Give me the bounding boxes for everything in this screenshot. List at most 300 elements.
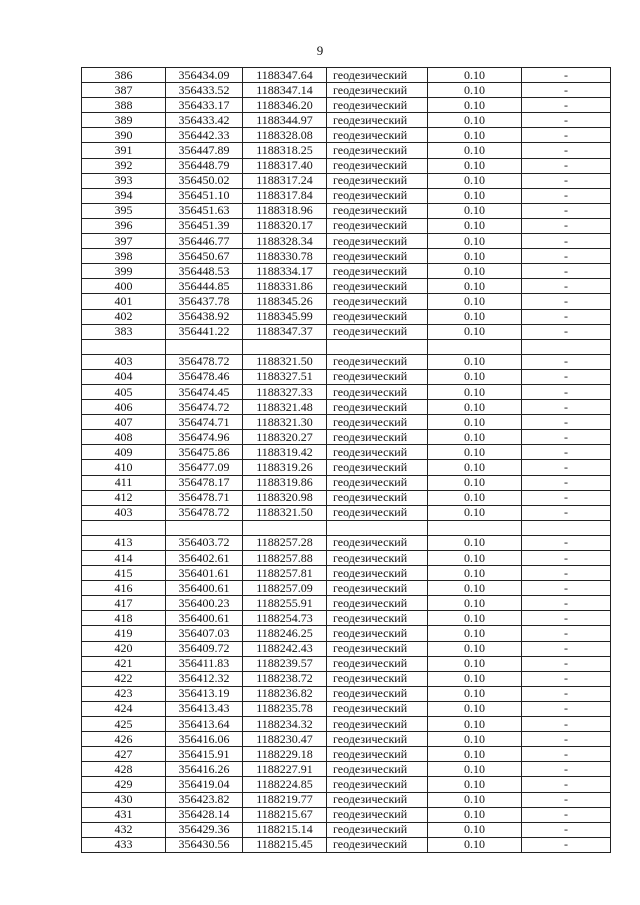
y-coordinate-cell: 1188235.78 <box>243 701 327 716</box>
accuracy-cell: 0.10 <box>428 369 522 384</box>
point-number-cell: 390 <box>82 128 166 143</box>
y-coordinate-cell: 1188230.47 <box>243 732 327 747</box>
method-cell: геодезический <box>327 701 428 716</box>
x-coordinate-cell: 356416.06 <box>166 732 243 747</box>
point-number-cell: 427 <box>82 747 166 762</box>
x-coordinate-cell: 356474.96 <box>166 430 243 445</box>
point-number-cell: 422 <box>82 671 166 686</box>
method-cell: геодезический <box>327 747 428 762</box>
table-row <box>82 309 611 324</box>
accuracy-cell: 0.10 <box>428 490 522 505</box>
point-number-cell: 396 <box>82 218 166 233</box>
method-cell <box>327 339 428 354</box>
accuracy-cell: 0.10 <box>428 837 522 852</box>
table-row <box>82 143 611 158</box>
table-row <box>82 294 611 309</box>
accuracy-cell: 0.10 <box>428 807 522 822</box>
point-number-cell: 409 <box>82 445 166 460</box>
note-cell: - <box>522 490 611 505</box>
point-number-cell: 413 <box>82 535 166 550</box>
table-row <box>82 671 611 686</box>
method-cell: геодезический <box>327 279 428 294</box>
x-coordinate-cell: 356478.72 <box>166 505 243 520</box>
method-cell: геодезический <box>327 369 428 384</box>
x-coordinate-cell: 356400.23 <box>166 596 243 611</box>
method-cell: геодезический <box>327 535 428 550</box>
note-cell: - <box>522 686 611 701</box>
point-number-cell: 432 <box>82 822 166 837</box>
table-row <box>82 369 611 384</box>
x-coordinate-cell: 356442.33 <box>166 128 243 143</box>
method-cell: геодезический <box>327 671 428 686</box>
accuracy-cell: 0.10 <box>428 656 522 671</box>
x-coordinate-cell: 356434.09 <box>166 68 243 83</box>
note-cell: - <box>522 188 611 203</box>
y-coordinate-cell: 1188317.84 <box>243 188 327 203</box>
method-cell: геодезический <box>327 490 428 505</box>
method-cell: геодезический <box>327 384 428 399</box>
method-cell: геодезический <box>327 430 428 445</box>
y-coordinate-cell: 1188229.18 <box>243 747 327 762</box>
x-coordinate-cell: 356429.36 <box>166 822 243 837</box>
y-coordinate-cell: 1188345.99 <box>243 309 327 324</box>
x-coordinate-cell: 356474.45 <box>166 384 243 399</box>
table-row <box>82 596 611 611</box>
table-row <box>82 68 611 83</box>
note-cell: - <box>522 747 611 762</box>
note-cell: - <box>522 68 611 83</box>
point-number-cell: 407 <box>82 415 166 430</box>
table-row <box>82 777 611 792</box>
accuracy-cell: 0.10 <box>428 400 522 415</box>
accuracy-cell: 0.10 <box>428 460 522 475</box>
y-coordinate-cell <box>243 339 327 354</box>
note-cell: - <box>522 173 611 188</box>
x-coordinate-cell: 356433.42 <box>166 113 243 128</box>
method-cell: геодезический <box>327 686 428 701</box>
y-coordinate-cell: 1188227.91 <box>243 762 327 777</box>
note-cell: - <box>522 701 611 716</box>
note-cell: - <box>522 732 611 747</box>
accuracy-cell: 0.10 <box>428 475 522 490</box>
y-coordinate-cell: 1188234.32 <box>243 717 327 732</box>
method-cell: геодезический <box>327 234 428 249</box>
x-coordinate-cell: 356409.72 <box>166 641 243 656</box>
x-coordinate-cell: 356415.91 <box>166 747 243 762</box>
x-coordinate-cell: 356423.82 <box>166 792 243 807</box>
table-row <box>82 324 611 339</box>
point-number-cell: 406 <box>82 400 166 415</box>
point-number-cell: 412 <box>82 490 166 505</box>
y-coordinate-cell: 1188219.77 <box>243 792 327 807</box>
table-row <box>82 611 611 626</box>
point-number-cell <box>82 520 166 535</box>
note-cell: - <box>522 807 611 822</box>
x-coordinate-cell: 356419.04 <box>166 777 243 792</box>
note-cell: - <box>522 475 611 490</box>
note-cell: - <box>522 445 611 460</box>
y-coordinate-cell: 1188319.42 <box>243 445 327 460</box>
method-cell: геодезический <box>327 777 428 792</box>
y-coordinate-cell <box>243 520 327 535</box>
point-number-cell: 414 <box>82 551 166 566</box>
method-cell: геодезический <box>327 128 428 143</box>
method-cell: геодезический <box>327 505 428 520</box>
method-cell: геодезический <box>327 143 428 158</box>
point-number-cell: 433 <box>82 837 166 852</box>
point-number-cell: 400 <box>82 279 166 294</box>
y-coordinate-cell: 1188328.08 <box>243 128 327 143</box>
point-number-cell: 403 <box>82 505 166 520</box>
note-cell: - <box>522 535 611 550</box>
note-cell: - <box>522 581 611 596</box>
table-row <box>82 430 611 445</box>
y-coordinate-cell: 1188215.67 <box>243 807 327 822</box>
note-cell: - <box>522 505 611 520</box>
x-coordinate-cell: 356478.72 <box>166 354 243 369</box>
table-row <box>82 551 611 566</box>
y-coordinate-cell: 1188236.82 <box>243 686 327 701</box>
method-cell: геодезический <box>327 324 428 339</box>
y-coordinate-cell: 1188321.48 <box>243 400 327 415</box>
x-coordinate-cell: 356450.67 <box>166 249 243 264</box>
point-number-cell: 411 <box>82 475 166 490</box>
table-row <box>82 641 611 656</box>
table-row <box>82 249 611 264</box>
x-coordinate-cell: 356430.56 <box>166 837 243 852</box>
note-cell: - <box>522 369 611 384</box>
accuracy-cell: 0.10 <box>428 430 522 445</box>
note-cell: - <box>522 611 611 626</box>
note-cell: - <box>522 264 611 279</box>
method-cell: геодезический <box>327 807 428 822</box>
accuracy-cell: 0.10 <box>428 762 522 777</box>
method-cell: геодезический <box>327 792 428 807</box>
page-number: 9 <box>316 43 324 58</box>
accuracy-cell: 0.10 <box>428 747 522 762</box>
point-number-cell: 391 <box>82 143 166 158</box>
note-cell: - <box>522 671 611 686</box>
note-cell <box>522 520 611 535</box>
y-coordinate-cell: 1188319.26 <box>243 460 327 475</box>
point-number-cell: 430 <box>82 792 166 807</box>
accuracy-cell: 0.10 <box>428 354 522 369</box>
table-row <box>82 475 611 490</box>
method-cell: геодезический <box>327 203 428 218</box>
x-coordinate-cell: 356448.79 <box>166 158 243 173</box>
x-coordinate-cell: 356413.19 <box>166 686 243 701</box>
method-cell: геодезический <box>327 400 428 415</box>
accuracy-cell: 0.10 <box>428 505 522 520</box>
y-coordinate-cell: 1188320.27 <box>243 430 327 445</box>
point-number-cell: 410 <box>82 460 166 475</box>
point-number-cell: 401 <box>82 294 166 309</box>
note-cell: - <box>522 430 611 445</box>
point-number-cell: 403 <box>82 354 166 369</box>
y-coordinate-cell: 1188318.25 <box>243 143 327 158</box>
point-number-cell: 420 <box>82 641 166 656</box>
note-cell: - <box>522 460 611 475</box>
x-coordinate-cell: 356416.26 <box>166 762 243 777</box>
y-coordinate-cell: 1188347.14 <box>243 83 327 98</box>
point-number-cell: 394 <box>82 188 166 203</box>
method-cell: геодезический <box>327 641 428 656</box>
table-row <box>82 566 611 581</box>
note-cell: - <box>522 113 611 128</box>
table-row <box>82 158 611 173</box>
point-number-cell: 405 <box>82 384 166 399</box>
note-cell: - <box>522 234 611 249</box>
y-coordinate-cell: 1188239.57 <box>243 656 327 671</box>
accuracy-cell: 0.10 <box>428 218 522 233</box>
point-number-cell: 386 <box>82 68 166 83</box>
table-row <box>82 701 611 716</box>
table-row <box>82 762 611 777</box>
point-number-cell: 426 <box>82 732 166 747</box>
table-row <box>82 234 611 249</box>
x-coordinate-cell: 356448.53 <box>166 264 243 279</box>
accuracy-cell: 0.10 <box>428 777 522 792</box>
note-cell: - <box>522 641 611 656</box>
point-number-cell: 398 <box>82 249 166 264</box>
accuracy-cell: 0.10 <box>428 822 522 837</box>
table-row <box>82 581 611 596</box>
method-cell: геодезический <box>327 460 428 475</box>
point-number-cell: 419 <box>82 626 166 641</box>
table-row <box>82 173 611 188</box>
x-coordinate-cell: 356400.61 <box>166 611 243 626</box>
accuracy-cell: 0.10 <box>428 83 522 98</box>
x-coordinate-cell: 356474.72 <box>166 400 243 415</box>
accuracy-cell: 0.10 <box>428 234 522 249</box>
note-cell: - <box>522 400 611 415</box>
table-row <box>82 807 611 822</box>
y-coordinate-cell: 1188257.81 <box>243 566 327 581</box>
method-cell: геодезический <box>327 309 428 324</box>
y-coordinate-cell: 1188215.45 <box>243 837 327 852</box>
accuracy-cell: 0.10 <box>428 249 522 264</box>
table-row <box>82 460 611 475</box>
y-coordinate-cell: 1188346.20 <box>243 98 327 113</box>
point-number-cell: 416 <box>82 581 166 596</box>
x-coordinate-cell: 356403.72 <box>166 535 243 550</box>
table-row <box>82 218 611 233</box>
y-coordinate-cell: 1188317.24 <box>243 173 327 188</box>
x-coordinate-cell: 356478.46 <box>166 369 243 384</box>
table-row <box>82 656 611 671</box>
point-number-cell: 388 <box>82 98 166 113</box>
y-coordinate-cell: 1188254.73 <box>243 611 327 626</box>
y-coordinate-cell: 1188246.25 <box>243 626 327 641</box>
table-row <box>82 128 611 143</box>
x-coordinate-cell: 356444.85 <box>166 279 243 294</box>
note-cell: - <box>522 354 611 369</box>
x-coordinate-cell: 356451.10 <box>166 188 243 203</box>
point-number-cell: 425 <box>82 717 166 732</box>
method-cell: геодезический <box>327 551 428 566</box>
table-row <box>82 98 611 113</box>
table-row <box>82 400 611 415</box>
point-number-cell: 428 <box>82 762 166 777</box>
accuracy-cell: 0.10 <box>428 551 522 566</box>
accuracy-cell: 0.10 <box>428 641 522 656</box>
point-number-cell: 417 <box>82 596 166 611</box>
table-row <box>82 354 611 369</box>
accuracy-cell: 0.10 <box>428 686 522 701</box>
method-cell: геодезический <box>327 596 428 611</box>
accuracy-cell: 0.10 <box>428 309 522 324</box>
note-cell: - <box>522 626 611 641</box>
table-row <box>82 626 611 641</box>
x-coordinate-cell: 356474.71 <box>166 415 243 430</box>
table-row <box>82 837 611 852</box>
accuracy-cell: 0.10 <box>428 626 522 641</box>
method-cell: геодезический <box>327 837 428 852</box>
method-cell: геодезический <box>327 68 428 83</box>
table-row <box>82 279 611 294</box>
x-coordinate-cell: 356433.52 <box>166 83 243 98</box>
x-coordinate-cell: 356450.02 <box>166 173 243 188</box>
table-row <box>82 384 611 399</box>
note-cell: - <box>522 717 611 732</box>
accuracy-cell: 0.10 <box>428 671 522 686</box>
note-cell: - <box>522 324 611 339</box>
accuracy-cell: 0.10 <box>428 128 522 143</box>
table-row <box>82 264 611 279</box>
table-row <box>82 415 611 430</box>
x-coordinate-cell: 356446.77 <box>166 234 243 249</box>
accuracy-cell: 0.10 <box>428 188 522 203</box>
accuracy-cell: 0.10 <box>428 158 522 173</box>
method-cell: геодезический <box>327 158 428 173</box>
x-coordinate-cell: 356412.32 <box>166 671 243 686</box>
y-coordinate-cell: 1188327.51 <box>243 369 327 384</box>
method-cell: геодезический <box>327 656 428 671</box>
y-coordinate-cell: 1188344.97 <box>243 113 327 128</box>
method-cell: геодезический <box>327 218 428 233</box>
point-number-cell: 421 <box>82 656 166 671</box>
y-coordinate-cell: 1188215.14 <box>243 822 327 837</box>
note-cell: - <box>522 249 611 264</box>
note-cell: - <box>522 656 611 671</box>
y-coordinate-cell: 1188330.78 <box>243 249 327 264</box>
accuracy-cell: 0.10 <box>428 98 522 113</box>
note-cell: - <box>522 279 611 294</box>
accuracy-cell: 0.10 <box>428 717 522 732</box>
method-cell: геодезический <box>327 249 428 264</box>
accuracy-cell: 0.10 <box>428 596 522 611</box>
note-cell: - <box>522 777 611 792</box>
x-coordinate-cell: 356401.61 <box>166 566 243 581</box>
note-cell: - <box>522 143 611 158</box>
y-coordinate-cell: 1188345.26 <box>243 294 327 309</box>
note-cell: - <box>522 762 611 777</box>
accuracy-cell: 0.10 <box>428 173 522 188</box>
point-number-cell: 383 <box>82 324 166 339</box>
x-coordinate-cell: 356438.92 <box>166 309 243 324</box>
method-cell: геодезический <box>327 188 428 203</box>
x-coordinate-cell: 356402.61 <box>166 551 243 566</box>
accuracy-cell: 0.10 <box>428 611 522 626</box>
accuracy-cell: 0.10 <box>428 581 522 596</box>
method-cell: геодезический <box>327 83 428 98</box>
point-number-cell: 418 <box>82 611 166 626</box>
note-cell: - <box>522 551 611 566</box>
x-coordinate-cell: 356447.89 <box>166 143 243 158</box>
point-number-cell: 404 <box>82 369 166 384</box>
y-coordinate-cell: 1188255.91 <box>243 596 327 611</box>
y-coordinate-cell: 1188319.86 <box>243 475 327 490</box>
method-cell: геодезический <box>327 611 428 626</box>
table-row <box>82 732 611 747</box>
x-coordinate-cell: 356437.78 <box>166 294 243 309</box>
table-row <box>82 490 611 505</box>
y-coordinate-cell: 1188320.98 <box>243 490 327 505</box>
method-cell: геодезический <box>327 626 428 641</box>
point-number-cell: 424 <box>82 701 166 716</box>
method-cell <box>327 520 428 535</box>
point-number-cell: 415 <box>82 566 166 581</box>
method-cell: геодезический <box>327 294 428 309</box>
accuracy-cell: 0.10 <box>428 294 522 309</box>
note-cell: - <box>522 158 611 173</box>
method-cell: геодезический <box>327 98 428 113</box>
x-coordinate-cell: 356451.39 <box>166 218 243 233</box>
accuracy-cell: 0.10 <box>428 732 522 747</box>
table-row <box>82 83 611 98</box>
note-cell: - <box>522 294 611 309</box>
point-number-cell: 389 <box>82 113 166 128</box>
table-row <box>82 203 611 218</box>
accuracy-cell: 0.10 <box>428 415 522 430</box>
x-coordinate-cell: 356411.83 <box>166 656 243 671</box>
accuracy-cell: 0.10 <box>428 566 522 581</box>
method-cell: геодезический <box>327 475 428 490</box>
x-coordinate-cell: 356428.14 <box>166 807 243 822</box>
note-cell: - <box>522 83 611 98</box>
table-row <box>82 188 611 203</box>
y-coordinate-cell: 1188318.96 <box>243 203 327 218</box>
note-cell: - <box>522 384 611 399</box>
accuracy-cell: 0.10 <box>428 68 522 83</box>
point-number-cell: 431 <box>82 807 166 822</box>
x-coordinate-cell <box>166 520 243 535</box>
table-row <box>82 505 611 520</box>
y-coordinate-cell: 1188328.34 <box>243 234 327 249</box>
point-number-cell: 402 <box>82 309 166 324</box>
note-cell: - <box>522 822 611 837</box>
table-row <box>82 747 611 762</box>
y-coordinate-cell: 1188242.43 <box>243 641 327 656</box>
y-coordinate-cell: 1188238.72 <box>243 671 327 686</box>
accuracy-cell: 0.10 <box>428 445 522 460</box>
method-cell: геодезический <box>327 173 428 188</box>
point-number-cell: 387 <box>82 83 166 98</box>
method-cell: геодезический <box>327 445 428 460</box>
accuracy-cell: 0.10 <box>428 279 522 294</box>
point-number-cell: 429 <box>82 777 166 792</box>
note-cell: - <box>522 792 611 807</box>
point-number-cell <box>82 339 166 354</box>
table-row <box>82 822 611 837</box>
method-cell: геодезический <box>327 113 428 128</box>
note-cell: - <box>522 415 611 430</box>
x-coordinate-cell: 356478.17 <box>166 475 243 490</box>
note-cell <box>522 339 611 354</box>
method-cell: геодезический <box>327 581 428 596</box>
x-coordinate-cell: 356475.86 <box>166 445 243 460</box>
note-cell: - <box>522 203 611 218</box>
